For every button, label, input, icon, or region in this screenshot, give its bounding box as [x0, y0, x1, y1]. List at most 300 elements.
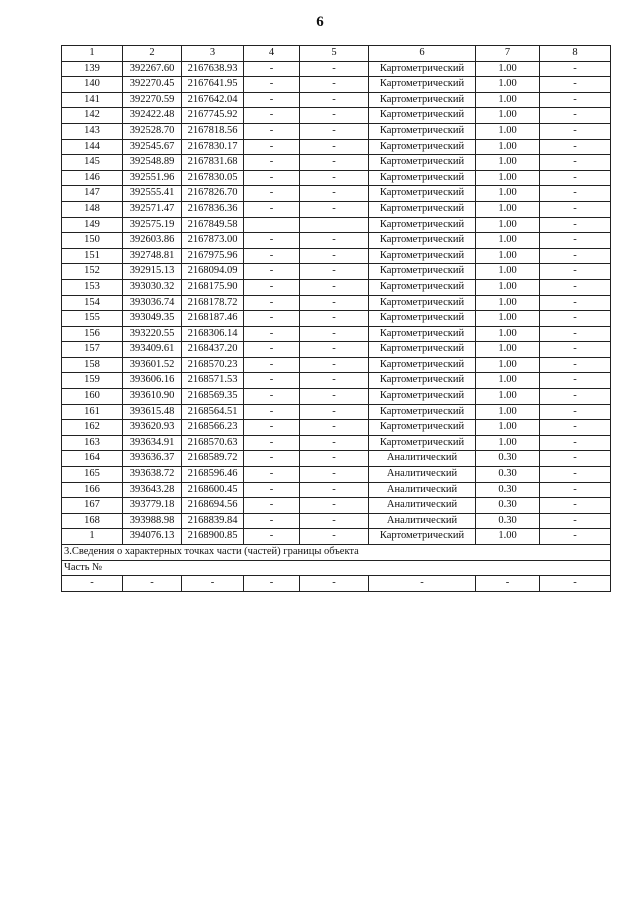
header-cell: 5 — [300, 46, 369, 62]
table-cell: 392575.19 — [123, 217, 182, 233]
table-cell: - — [244, 451, 300, 467]
table-cell: Картометрический — [369, 389, 476, 405]
table-cell: - — [540, 576, 611, 592]
table-cell: 2168094.09 — [182, 264, 244, 280]
table-cell: 2168178.72 — [182, 295, 244, 311]
table-cell: - — [540, 217, 611, 233]
table-cell: - — [540, 498, 611, 514]
table-cell: 2167873.00 — [182, 233, 244, 249]
table-cell: - — [244, 233, 300, 249]
table-cell: - — [244, 201, 300, 217]
table-cell: - — [540, 139, 611, 155]
table-cell: - — [300, 108, 369, 124]
header-cell: 1 — [62, 46, 123, 62]
table-cell: 141 — [62, 92, 123, 108]
header-cell: 7 — [476, 46, 540, 62]
table-cell: 1.00 — [476, 108, 540, 124]
header-cell: 6 — [369, 46, 476, 62]
table-cell: - — [244, 311, 300, 327]
table-cell: 1.00 — [476, 92, 540, 108]
table-cell: - — [244, 108, 300, 124]
table-cell: - — [244, 576, 300, 592]
table-cell: - — [244, 123, 300, 139]
table-cell: 393634.91 — [123, 435, 182, 451]
table-cell: - — [540, 326, 611, 342]
table-cell: 1.00 — [476, 264, 540, 280]
table-row — [62, 123, 611, 139]
table-cell: - — [540, 279, 611, 295]
table-cell: 2168306.14 — [182, 326, 244, 342]
table-cell: - — [300, 467, 369, 483]
table-cell: 1.00 — [476, 217, 540, 233]
part-row — [62, 576, 611, 592]
table-cell: 392422.48 — [123, 108, 182, 124]
table-cell: 392545.67 — [123, 139, 182, 155]
table-row — [62, 420, 611, 436]
table-cell: - — [540, 233, 611, 249]
table-cell: - — [62, 576, 123, 592]
table-cell: - — [244, 92, 300, 108]
table-cell: - — [540, 123, 611, 139]
table-row — [62, 108, 611, 124]
table-cell: - — [244, 61, 300, 77]
table-cell: - — [540, 389, 611, 405]
table-cell: 393036.74 — [123, 295, 182, 311]
table-cell: 2168569.35 — [182, 389, 244, 405]
table-cell: - — [300, 357, 369, 373]
table-cell: 140 — [62, 77, 123, 93]
table-cell: 154 — [62, 295, 123, 311]
table-row — [62, 217, 611, 233]
table-cell: Картометрический — [369, 326, 476, 342]
table-cell: 0.30 — [476, 451, 540, 467]
table-cell: Картометрический — [369, 248, 476, 264]
table-cell: 163 — [62, 435, 123, 451]
table-cell: 1.00 — [476, 420, 540, 436]
table-row — [62, 498, 611, 514]
table-cell: 393601.52 — [123, 357, 182, 373]
table-cell: - — [540, 311, 611, 327]
table-cell: - — [244, 264, 300, 280]
table-row — [62, 61, 611, 77]
table-cell: - — [244, 248, 300, 264]
table-cell: - — [540, 92, 611, 108]
table-row — [62, 264, 611, 280]
table-cell: 1.00 — [476, 326, 540, 342]
table-cell: 393030.32 — [123, 279, 182, 295]
table-cell: - — [244, 186, 300, 202]
table-cell: - — [300, 61, 369, 77]
table-cell: - — [244, 139, 300, 155]
table-cell: 1.00 — [476, 295, 540, 311]
table-cell: 2167831.68 — [182, 155, 244, 171]
table-cell: 392270.45 — [123, 77, 182, 93]
table-cell: 2168571.53 — [182, 373, 244, 389]
table-cell: 393620.93 — [123, 420, 182, 436]
table-row — [62, 435, 611, 451]
table-cell: 1.00 — [476, 170, 540, 186]
header-cell: 4 — [244, 46, 300, 62]
table-row — [62, 233, 611, 249]
table-cell: 392267.60 — [123, 61, 182, 77]
table-cell: 1 — [62, 529, 123, 545]
table-row — [62, 311, 611, 327]
table-cell: - — [540, 451, 611, 467]
table-row — [62, 513, 611, 529]
table-cell: 164 — [62, 451, 123, 467]
table-cell: 150 — [62, 233, 123, 249]
table-cell: 1.00 — [476, 529, 540, 545]
table-cell: 2168175.90 — [182, 279, 244, 295]
table-cell: - — [244, 389, 300, 405]
table-cell: 1.00 — [476, 404, 540, 420]
table-cell: 393049.35 — [123, 311, 182, 327]
table-cell: - — [244, 279, 300, 295]
table-cell: - — [540, 342, 611, 358]
table-cell: 2168596.46 — [182, 467, 244, 483]
table-row — [62, 482, 611, 498]
table-cell: Картометрический — [369, 264, 476, 280]
table-cell: 393615.48 — [123, 404, 182, 420]
table-cell: 143 — [62, 123, 123, 139]
table-row — [62, 77, 611, 93]
table-cell: 2167849.58 — [182, 217, 244, 233]
table-row — [62, 342, 611, 358]
table-cell: 2167975.96 — [182, 248, 244, 264]
table-cell: - — [300, 77, 369, 93]
table-cell: - — [300, 373, 369, 389]
table-cell: - — [540, 155, 611, 171]
table-cell: 2168437.20 — [182, 342, 244, 358]
table-cell: - — [244, 435, 300, 451]
table-cell: 1.00 — [476, 61, 540, 77]
table-cell: - — [244, 326, 300, 342]
table-cell: - — [540, 295, 611, 311]
table-cell: - — [244, 373, 300, 389]
table-row — [62, 467, 611, 483]
table-cell: 1.00 — [476, 123, 540, 139]
table-cell: - — [300, 248, 369, 264]
table-cell: 149 — [62, 217, 123, 233]
table-row — [62, 529, 611, 545]
table-cell: 1.00 — [476, 357, 540, 373]
table-cell: 145 — [62, 155, 123, 171]
table-cell: Картометрический — [369, 186, 476, 202]
table-cell: 1.00 — [476, 342, 540, 358]
table-cell: - — [540, 201, 611, 217]
table-cell: - — [300, 170, 369, 186]
table-cell: 152 — [62, 264, 123, 280]
table-cell: 156 — [62, 326, 123, 342]
table-cell: - — [540, 373, 611, 389]
table-cell: - — [540, 108, 611, 124]
table-cell: - — [300, 482, 369, 498]
table-cell: 2168589.72 — [182, 451, 244, 467]
table-cell: - — [300, 326, 369, 342]
table-cell: Картометрический — [369, 435, 476, 451]
table-cell: - — [540, 435, 611, 451]
table-cell: - — [540, 404, 611, 420]
table-cell: 2168564.51 — [182, 404, 244, 420]
table-cell: - — [244, 357, 300, 373]
table-row — [62, 389, 611, 405]
table-cell: - — [300, 295, 369, 311]
table-cell: - — [300, 342, 369, 358]
table-cell: 2167830.17 — [182, 139, 244, 155]
table-cell: - — [244, 404, 300, 420]
table-cell: 2168570.23 — [182, 357, 244, 373]
table-cell: 393610.90 — [123, 389, 182, 405]
table-row — [62, 248, 611, 264]
table-cell: Аналитический — [369, 467, 476, 483]
table-cell: 2168187.46 — [182, 311, 244, 327]
table-cell: - — [244, 420, 300, 436]
table-cell: 1.00 — [476, 435, 540, 451]
table-cell: - — [300, 279, 369, 295]
table-cell: 1.00 — [476, 139, 540, 155]
table-cell: - — [300, 92, 369, 108]
table-cell: 1.00 — [476, 389, 540, 405]
table-cell: 2168566.23 — [182, 420, 244, 436]
table-cell: Картометрический — [369, 357, 476, 373]
table-row — [62, 170, 611, 186]
table-cell: - — [300, 451, 369, 467]
table-cell: Аналитический — [369, 513, 476, 529]
table-cell: Картометрический — [369, 155, 476, 171]
table-cell: 392270.59 — [123, 92, 182, 108]
table-cell: - — [300, 389, 369, 405]
table-cell: Картометрический — [369, 529, 476, 545]
table-cell: - — [244, 467, 300, 483]
table-row — [62, 373, 611, 389]
table-cell: 1.00 — [476, 373, 540, 389]
table-cell: 394076.13 — [123, 529, 182, 545]
table-cell: 1.00 — [476, 248, 540, 264]
table-cell: 142 — [62, 108, 123, 124]
table-body — [62, 46, 611, 592]
table-cell: 392551.96 — [123, 170, 182, 186]
table-cell: - — [540, 186, 611, 202]
table-cell: Картометрический — [369, 170, 476, 186]
table-cell: - — [540, 61, 611, 77]
table-cell: 392603.86 — [123, 233, 182, 249]
table-cell: 2168570.63 — [182, 435, 244, 451]
table-cell: 0.30 — [476, 467, 540, 483]
table-cell: Картометрический — [369, 295, 476, 311]
table-cell: 392555.41 — [123, 186, 182, 202]
table-cell: 2167818.56 — [182, 123, 244, 139]
table-cell: 166 — [62, 482, 123, 498]
table-cell: - — [300, 311, 369, 327]
part-label-row — [62, 560, 611, 576]
table-cell: 168 — [62, 513, 123, 529]
table-cell: - — [300, 404, 369, 420]
table-cell: Картометрический — [369, 311, 476, 327]
table-cell: Аналитический — [369, 451, 476, 467]
table-cell: - — [300, 420, 369, 436]
table-cell: 393988.98 — [123, 513, 182, 529]
table-cell: - — [300, 186, 369, 202]
table-cell: - — [300, 201, 369, 217]
table-cell: 1.00 — [476, 233, 540, 249]
table-cell: - — [540, 529, 611, 545]
table-cell: Картометрический — [369, 108, 476, 124]
table-cell: Картометрический — [369, 217, 476, 233]
table-cell: 1.00 — [476, 155, 540, 171]
table-cell: - — [244, 342, 300, 358]
table-cell: Картометрический — [369, 77, 476, 93]
table-cell: Аналитический — [369, 498, 476, 514]
table-cell: - — [244, 513, 300, 529]
page-number: 6 — [316, 14, 324, 30]
table-cell: 147 — [62, 186, 123, 202]
table-cell: 392748.81 — [123, 248, 182, 264]
table-cell: 2167641.95 — [182, 77, 244, 93]
table-cell: 2168900.85 — [182, 529, 244, 545]
table-cell: - — [244, 155, 300, 171]
table-cell: 158 — [62, 357, 123, 373]
table-cell: - — [540, 248, 611, 264]
table-cell — [300, 217, 369, 233]
table-cell: 393779.18 — [123, 498, 182, 514]
table-cell: - — [300, 233, 369, 249]
table-cell: Картометрический — [369, 92, 476, 108]
table-cell — [244, 217, 300, 233]
table-cell: Картометрический — [369, 420, 476, 436]
table-cell: 2168600.45 — [182, 482, 244, 498]
table-cell: - — [540, 482, 611, 498]
table-row — [62, 295, 611, 311]
header-row — [62, 46, 611, 62]
table-cell: 392571.47 — [123, 201, 182, 217]
table-cell: 0.30 — [476, 482, 540, 498]
table-cell: 1.00 — [476, 279, 540, 295]
table-cell: - — [300, 123, 369, 139]
table-cell: 392528.70 — [123, 123, 182, 139]
table-cell: Аналитический — [369, 482, 476, 498]
table-cell: - — [182, 576, 244, 592]
table-cell: - — [300, 155, 369, 171]
table-cell: Картометрический — [369, 233, 476, 249]
table-cell: 392915.13 — [123, 264, 182, 280]
table-cell: - — [123, 576, 182, 592]
table-cell: 1.00 — [476, 311, 540, 327]
table-row — [62, 357, 611, 373]
table-cell: 1.00 — [476, 77, 540, 93]
table-cell: 153 — [62, 279, 123, 295]
table-cell: 162 — [62, 420, 123, 436]
table-row — [62, 155, 611, 171]
table-cell: 167 — [62, 498, 123, 514]
part-label: Часть № — [62, 560, 611, 576]
table-cell: 393643.28 — [123, 482, 182, 498]
table-cell: - — [369, 576, 476, 592]
table-cell: 2167836.36 — [182, 201, 244, 217]
table-cell: - — [244, 295, 300, 311]
table-cell: - — [300, 513, 369, 529]
table-cell: 139 — [62, 61, 123, 77]
boundary-points-table — [61, 45, 611, 592]
table-cell: - — [540, 264, 611, 280]
header-cell: 8 — [540, 46, 611, 62]
header-cell: 2 — [123, 46, 182, 62]
table-cell: 157 — [62, 342, 123, 358]
section-title-row — [62, 545, 611, 561]
table-cell: 1.00 — [476, 186, 540, 202]
table-cell: - — [476, 576, 540, 592]
table-cell: 393409.61 — [123, 342, 182, 358]
table-cell: - — [244, 170, 300, 186]
table-row — [62, 92, 611, 108]
table-cell: - — [540, 170, 611, 186]
table-cell: 2167826.70 — [182, 186, 244, 202]
table-cell: 159 — [62, 373, 123, 389]
table-row — [62, 139, 611, 155]
table-cell: - — [300, 435, 369, 451]
table-cell: 161 — [62, 404, 123, 420]
table-cell: - — [540, 420, 611, 436]
table-cell: - — [540, 77, 611, 93]
table-cell: 2167638.93 — [182, 61, 244, 77]
table-cell: 148 — [62, 201, 123, 217]
table-cell: 146 — [62, 170, 123, 186]
table-cell: - — [300, 498, 369, 514]
table-cell: 2168694.56 — [182, 498, 244, 514]
table-cell: Картометрический — [369, 279, 476, 295]
table-cell: Картометрический — [369, 139, 476, 155]
table-cell: 393220.55 — [123, 326, 182, 342]
table-cell: 2168839.84 — [182, 513, 244, 529]
header-cell: 3 — [182, 46, 244, 62]
table-cell: - — [300, 576, 369, 592]
table-cell: - — [244, 498, 300, 514]
table-row — [62, 451, 611, 467]
table-cell: - — [540, 357, 611, 373]
table-cell: 393636.37 — [123, 451, 182, 467]
table-cell: 393638.72 — [123, 467, 182, 483]
table-cell: 392548.89 — [123, 155, 182, 171]
table-row — [62, 404, 611, 420]
table-cell: - — [300, 139, 369, 155]
table-cell: 2167642.04 — [182, 92, 244, 108]
table-cell: - — [540, 467, 611, 483]
table-cell: 165 — [62, 467, 123, 483]
table-cell: 0.30 — [476, 513, 540, 529]
table-cell: - — [244, 77, 300, 93]
table-cell: 393606.16 — [123, 373, 182, 389]
table-cell: Картометрический — [369, 123, 476, 139]
table-row — [62, 186, 611, 202]
table-cell: Картометрический — [369, 342, 476, 358]
table-cell: Картометрический — [369, 61, 476, 77]
table-cell: 144 — [62, 139, 123, 155]
table-cell: 1.00 — [476, 201, 540, 217]
table-cell: 2167745.92 — [182, 108, 244, 124]
table-cell: - — [244, 482, 300, 498]
table-cell: 151 — [62, 248, 123, 264]
table-cell: 155 — [62, 311, 123, 327]
table-row — [62, 201, 611, 217]
table-cell: 0.30 — [476, 498, 540, 514]
table-row — [62, 326, 611, 342]
table-cell: 2167830.05 — [182, 170, 244, 186]
table-cell: - — [244, 529, 300, 545]
table-cell: Картометрический — [369, 373, 476, 389]
table-cell: 160 — [62, 389, 123, 405]
table-cell: - — [300, 264, 369, 280]
table-cell: - — [540, 513, 611, 529]
table-row — [62, 279, 611, 295]
